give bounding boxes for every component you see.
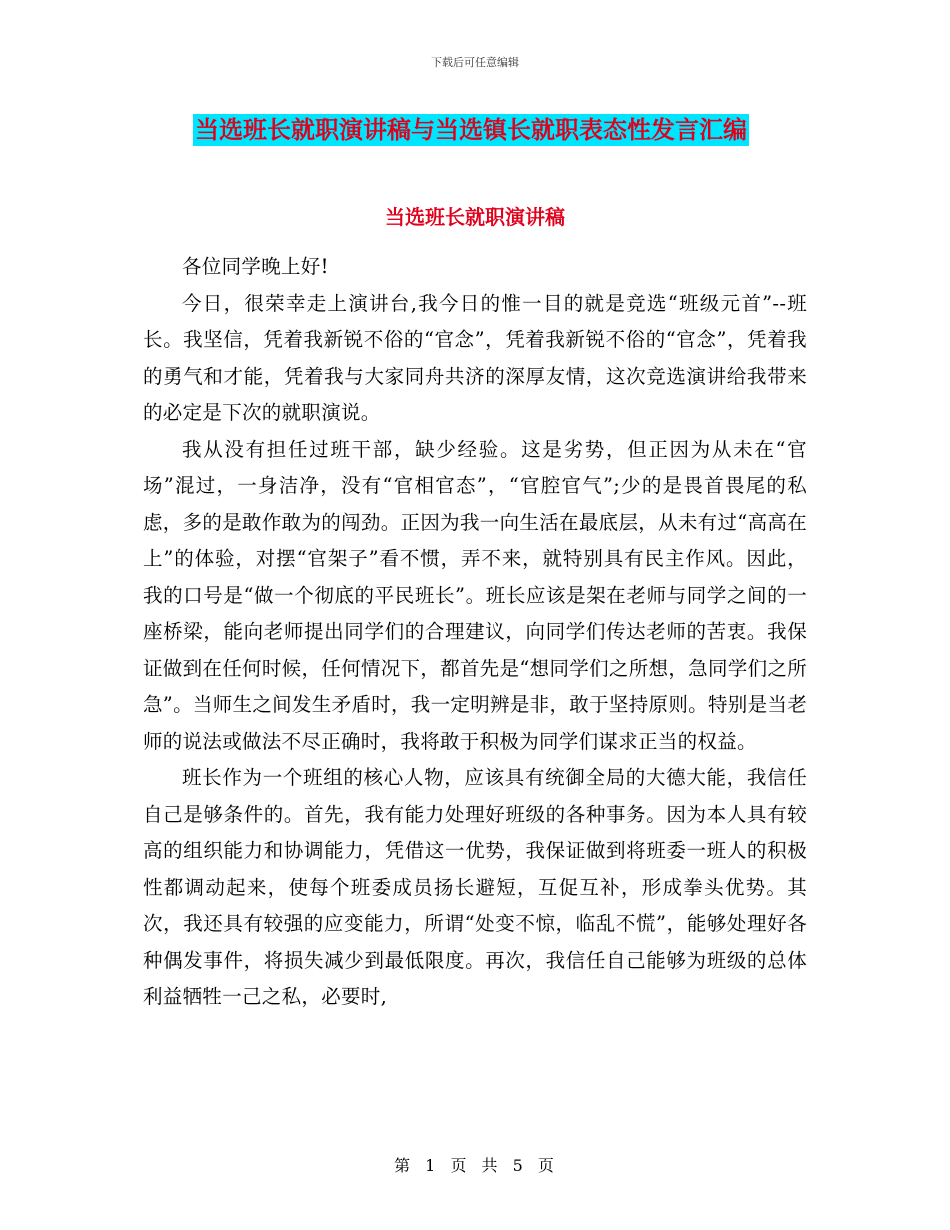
paragraph-greeting: 各位同学晚上好! [182, 255, 329, 278]
paragraph: 今日，很荣幸走上演讲台,我今日的惟一目的就是竞选“班级元首”--班长。我坚信，凭着我新锐不俗的“官念”，凭着我新锐不俗的“官念”，凭着我的勇气和才能，凭着我与大家同舟共济的深厚友情，这次竞选演讲给我带来的必定是下次的就职演说。 [143, 291, 807, 424]
document-body [143, 249, 807, 1016]
paragraph: 我从没有担任过班干部，缺少经验。这是劣势，但正因为从未在“官场”混过，一身洁净，没有“官相官态”，“官腔官气”;少的是畏首畏尾的私虑，多的是敢作敢为的闯劲。正因为我一向生活在最底层，从未有过“高高在上”的体验，对摆“官架子”看不惯，弄不来，就特别具有民主作风。因此，我的口号是“做一个彻底的平民班长”。班长应该是架在老师与同学之间的一座桥梁，能向老师提出同学们的合理建议，向同学们传达老师的苦衷。我保证做到在任何时候，任何情况下，都首先是“想同学们之所想，急同学们之所急”。当师生之间发生矛盾时，我一定明辨是非，敢于坚持原则。特别是当老师的说法或做法不尽正确时，我将敢于积极为同学们谋求正当的权益。 [143, 437, 807, 753]
document-title: 当选班长就职演讲稿与当选镇长就职表态性发言汇编 [195, 116, 747, 144]
header-note: 下载后可任意编辑 [431, 56, 519, 69]
page-number-footer: 第 1 页 共 5 页 [394, 1156, 556, 1175]
paragraph: 班长作为一个班组的核心人物，应该具有统御全局的大德大能，我信任自己是够条件的。首先，我有能力处理好班级的各种事务。因为本人具有较高的组织能力和协调能力，凭借这一优势，我保证做到将班委一班人的积极性都调动起来，使每个班委成员扬长避短，互促互补，形成拳头优势。其次，我还具有较强的应变能力，所谓“处变不惊，临乱不慌”，能够处理好各种偶发事件，将损失减少到最低限度。再次，我信任自己能够为班级的总体利益牺牲一己之私，必要时, [143, 766, 807, 1008]
section-title: 当选班长就职演讲稿 [385, 205, 565, 229]
